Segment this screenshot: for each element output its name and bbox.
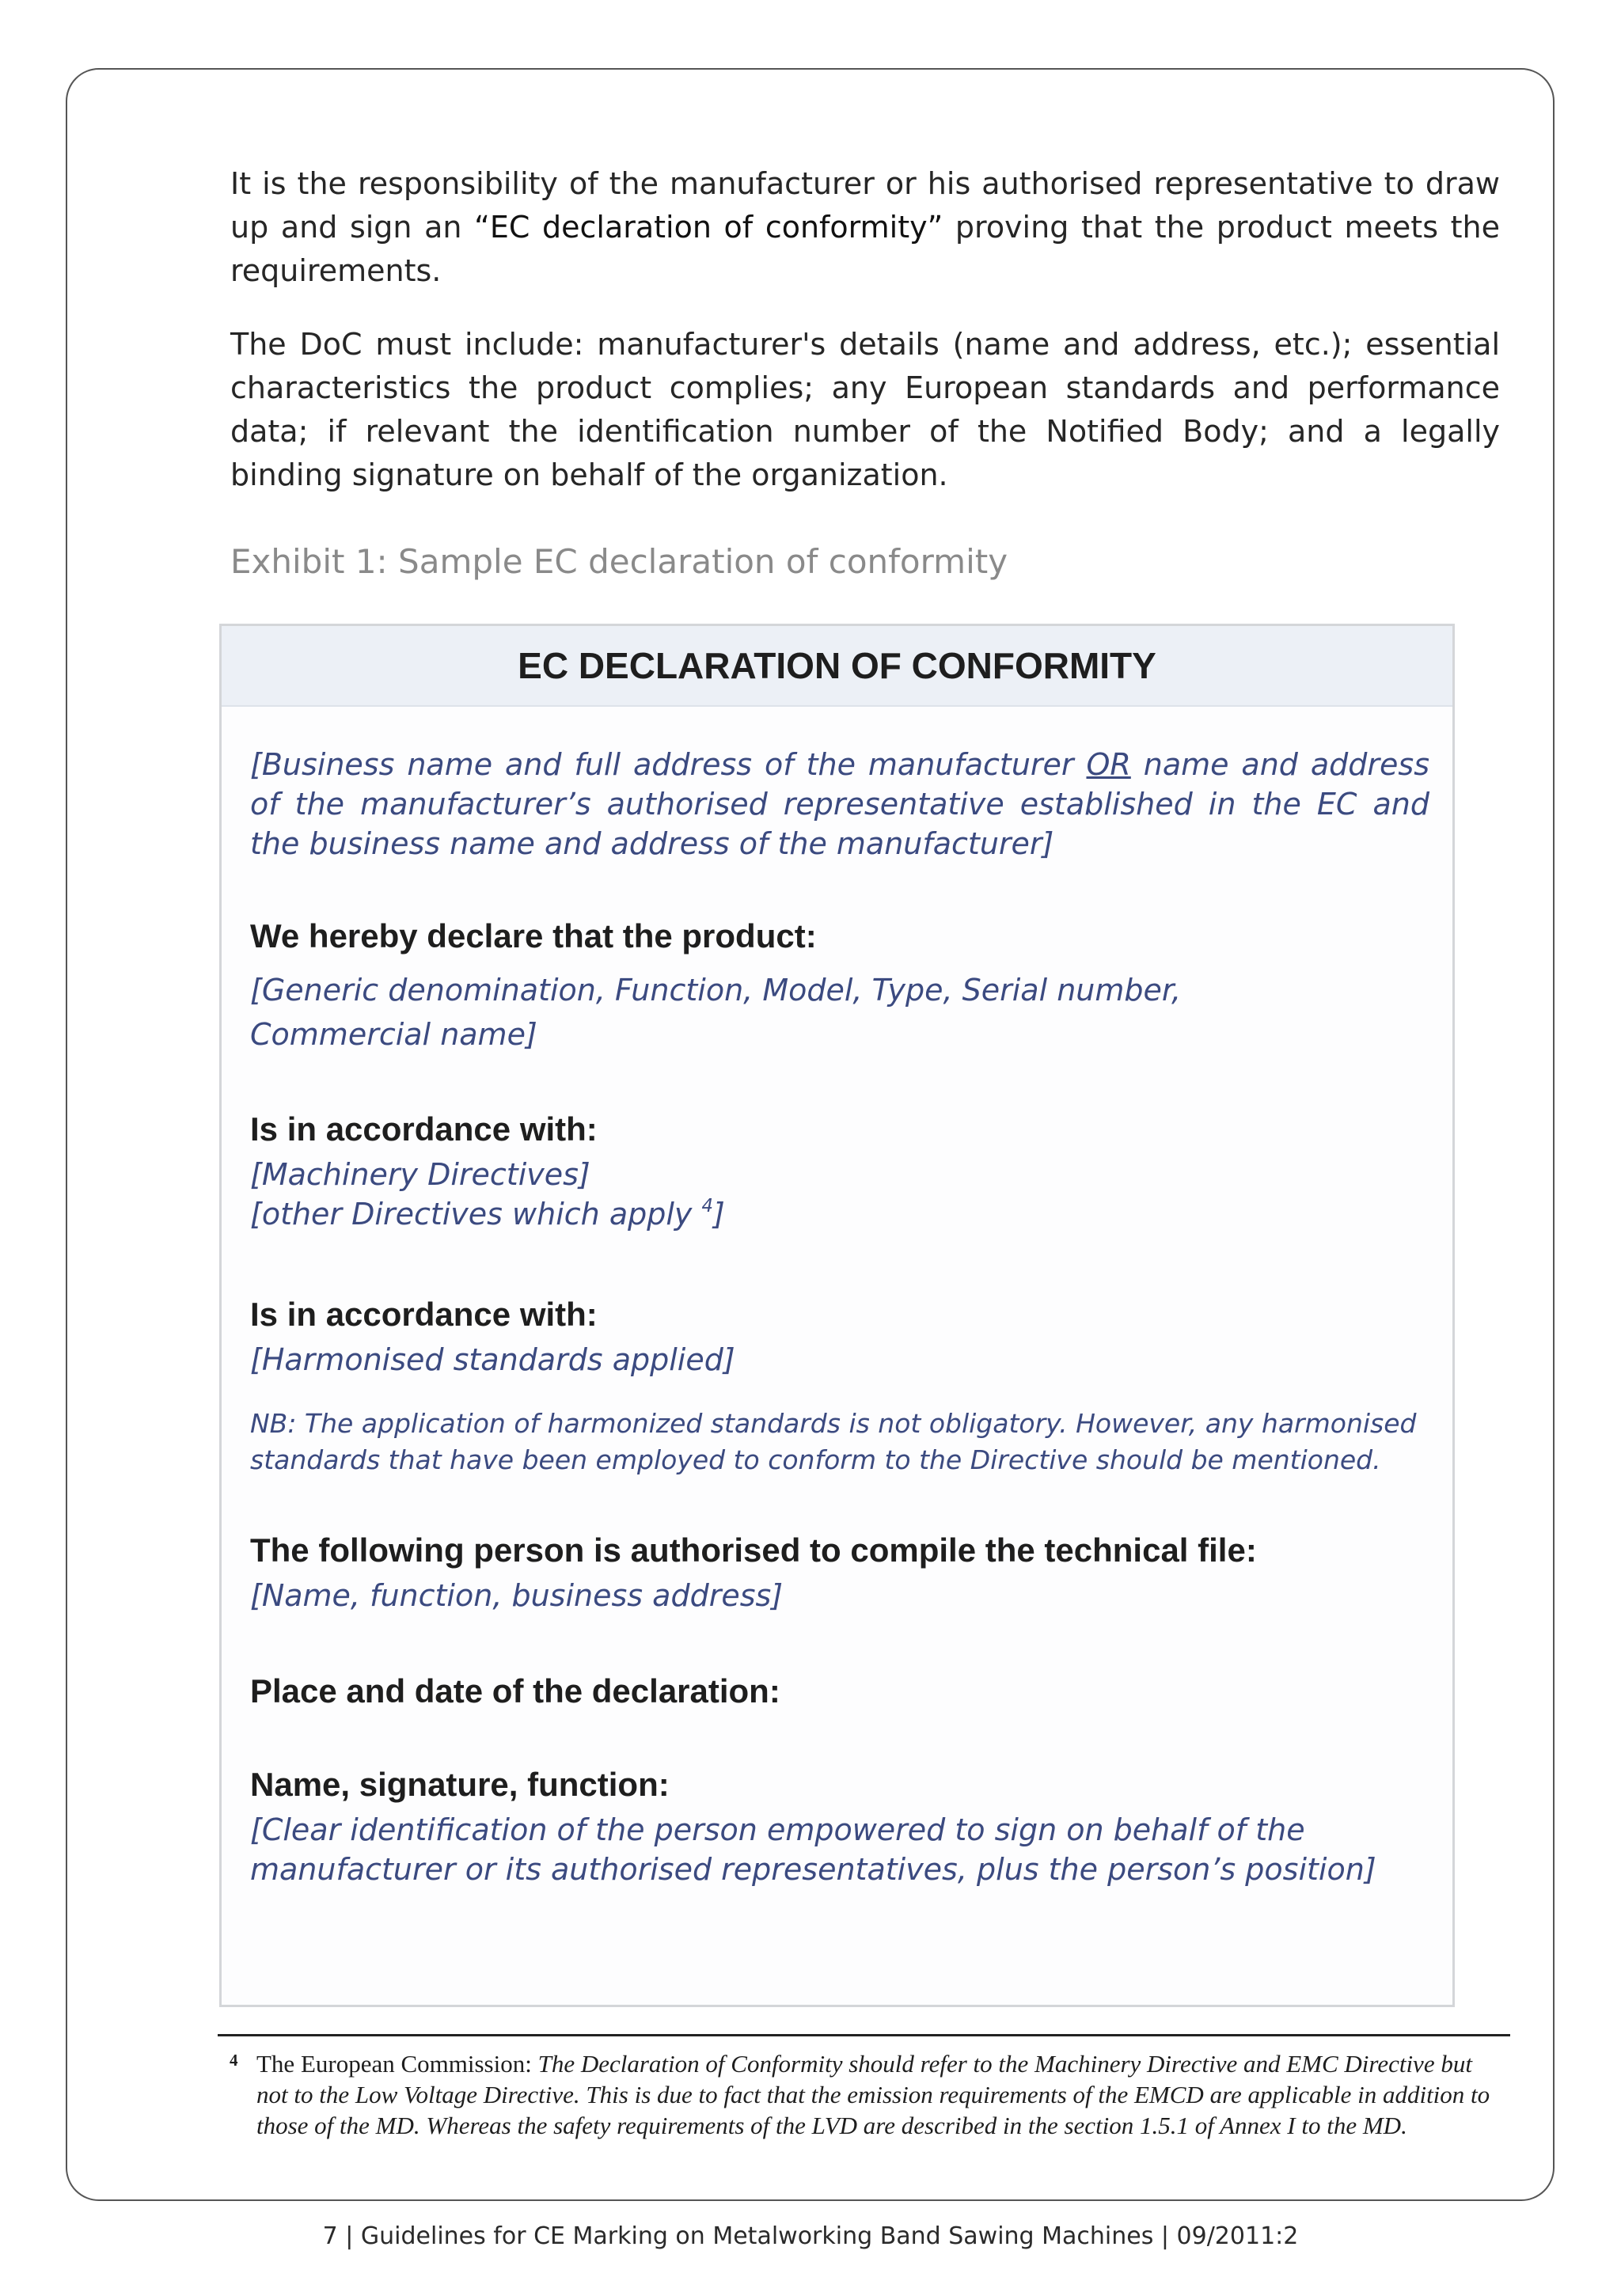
intro-text: It is the responsibility of the manufacturer or his authorised representative to draw up and sign an xyxy=(230,166,1500,245)
declaration-form xyxy=(219,624,1455,2007)
signature-placeholder xyxy=(250,1810,1429,1889)
directives-line-text: [other Directives which apply xyxy=(250,1197,702,1231)
directives-line xyxy=(250,1194,1429,1234)
manufacturer-text: [Business name and full address of the manufacturer xyxy=(250,747,1087,782)
footnote-text xyxy=(230,2048,1504,2141)
directives-placeholder xyxy=(250,1155,1429,1234)
product-placeholder xyxy=(250,968,1429,1057)
footnote xyxy=(230,2048,1504,2141)
technical-file-placeholder: [Name, function, business address] xyxy=(250,1578,784,1613)
or-underlined: OR xyxy=(1086,747,1131,782)
product-heading: We hereby declare that the product: xyxy=(250,917,817,954)
signature-line: [Clear identification of the person empowered to sign on behalf of the xyxy=(250,1812,1305,1847)
directives-heading: Is in accordance with: xyxy=(250,1110,598,1148)
doc-requirements-paragraph: The DoC must include: manufacturer's details (name and address, etc.); essential characteristics the product complies; any European standards and performance data; if relevant the identification number of the Notified Body; and a legally binding signature on behalf of the organization. xyxy=(230,327,1500,492)
standards-placeholder: [Harmonised standards applied] xyxy=(250,1342,735,1377)
standards-heading: Is in accordance with: xyxy=(250,1296,598,1333)
exhibit-caption: Exhibit 1: Sample EC declaration of conformity xyxy=(230,542,1008,581)
footnote-marker: 4 xyxy=(230,2051,238,2070)
manufacturer-placeholder xyxy=(250,745,1429,863)
footnote-lead: The European Commission: xyxy=(256,2050,538,2078)
intro-paragraph xyxy=(230,162,1500,293)
intro-text-end: proving that the product meets the requirements. xyxy=(230,210,1500,288)
signature-heading: Name, signature, function: xyxy=(250,1766,670,1803)
footnote-quote: The Declaration of Conformity should refer to the Machinery Directive and EMC Directive but not to the Low Voltage Directive. This is due to fact that the emission requirements of the EMCD are applicable in addition to those of the MD. Whereas the safety requirements of the LVD are described in the section 1.5.1 of Annex I to the MD. xyxy=(256,2050,1490,2139)
manufacturer-text-end: name and address of the manufacturer’s authorised representative established in the EC and the business name and address of the manufacturer] xyxy=(250,747,1429,861)
doc-term: “EC declaration of conformity” xyxy=(474,210,943,245)
declaration-header xyxy=(222,626,1452,707)
directives-line-end: ] xyxy=(713,1197,725,1231)
product-placeholder-line: Commercial name] xyxy=(250,1017,537,1052)
footnote-reference: 4 xyxy=(701,1196,713,1217)
declaration-title: EC DECLARATION OF CONFORMITY xyxy=(518,645,1156,686)
technical-file-heading: The following person is authorised to compile the technical file: xyxy=(250,1531,1257,1569)
product-placeholder-line: [Generic denomination, Function, Model, Type, Serial number, xyxy=(250,973,1182,1008)
page-footer: 7 | Guidelines for CE Marking on Metalworking Band Sawing Machines | 09/2011:2 xyxy=(322,2222,1299,2250)
nb-note: NB: The application of harmonized standards is not obligatory. However, any harmonised standards that have been employed to conform to the Directive should be mentioned. xyxy=(250,1408,1417,1475)
directives-line: [Machinery Directives] xyxy=(250,1157,590,1192)
place-date-heading: Place and date of the declaration: xyxy=(250,1672,780,1710)
signature-line: manufacturer or its authorised representatives, plus the person’s position] xyxy=(250,1852,1376,1887)
footnote-divider xyxy=(218,2034,1510,2036)
